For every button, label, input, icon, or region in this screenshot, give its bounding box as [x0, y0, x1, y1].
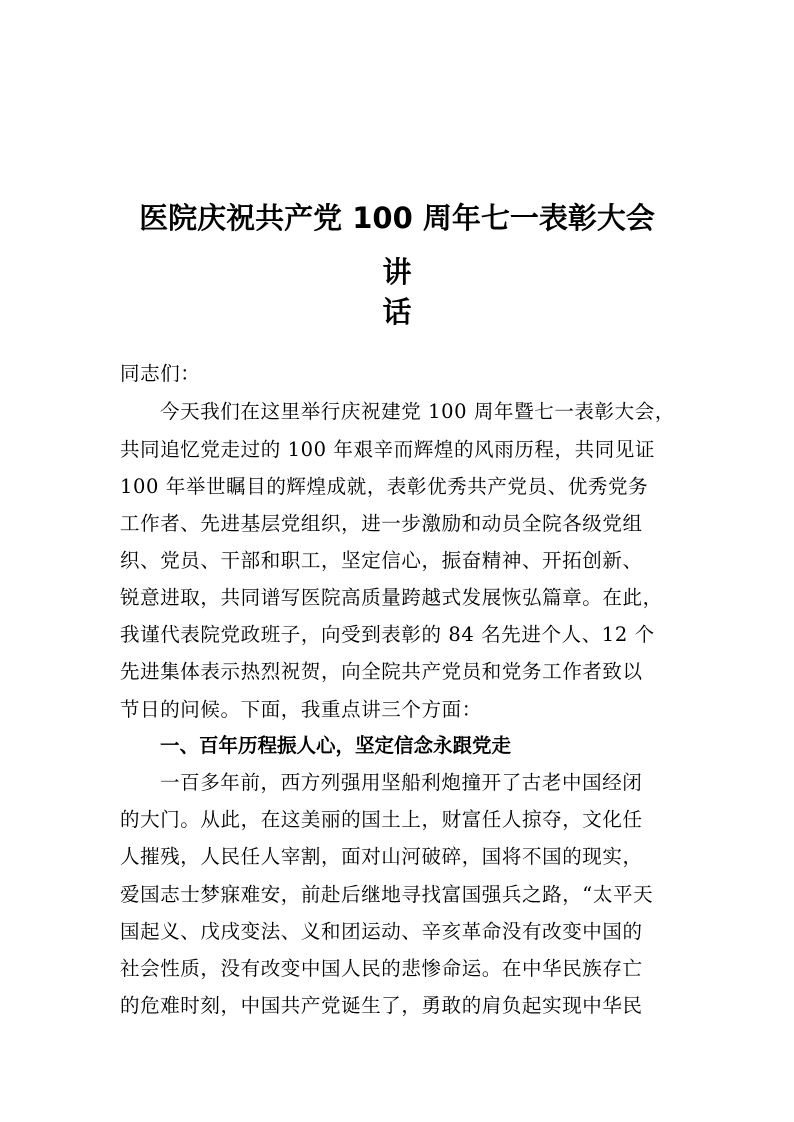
document-title-line2: 讲	[382, 255, 412, 289]
document-title-line3: 话	[382, 295, 412, 329]
section-heading: 一、百年历程振人心，坚定信念永跟党走	[160, 734, 512, 757]
paragraph-line: 100 年举世瞩目的辉煌成就，表彰优秀共产党员、优秀党务	[120, 475, 649, 498]
paragraph-line: 共同追忆党走过的 100 年艰辛而辉煌的风雨历程，共同见证	[120, 438, 656, 461]
paragraph-line: 先进集体表示热烈祝贺，向全院共产党员和党务工作者致以	[120, 660, 643, 683]
paragraph-line: 我谨代表院党政班子，向受到表彰的 84 名先进个人、12 个	[120, 623, 655, 646]
paragraph-line: 国起义、戊戌变法、义和团运动、辛亥革命没有改变中国的	[120, 920, 643, 943]
salutation: 同志们：	[120, 362, 201, 385]
paragraph-line: 一百多年前，西方列强用坚船利炮撞开了古老中国经闭	[160, 771, 643, 794]
paragraph-line: 的大门。从此，在这美丽的国土上，财富任人掠夺，文化任	[120, 808, 643, 831]
paragraph-line: 社会性质，没有改变中国人民的悲惨命运。在中华民族存亡	[120, 957, 643, 980]
paragraph-line: 织、党员、干部和职工，坚定信心，振奋精神、开拓创新、	[120, 549, 643, 572]
paragraph-line: 节日的问候。下面，我重点讲三个方面：	[120, 698, 482, 721]
paragraph-line: 的危难时刻，中国共产党诞生了，勇敢的肩负起实现中华民	[120, 994, 643, 1017]
paragraph-line: 爱国志士梦寐难安，前赴后继地寻找富国强兵之路，“太平天	[120, 883, 654, 906]
paragraph-line: 人摧残，人民任人宰割，面对山河破碎，国将不国的现实，	[120, 845, 643, 868]
paragraph-line: 锐意进取，共同谱写医院高质量跨越式发展恢弘篇章。在此，	[120, 586, 663, 609]
paragraph-line: 工作者、先进基层党组织，进一步激励和动员全院各级党组	[120, 512, 643, 535]
document-title: 医院庆祝共产党 100 周年七一表彰大会	[139, 201, 655, 235]
paragraph-line: 今天我们在这里举行庆祝建党 100 周年暨七一表彰大会，	[160, 400, 675, 423]
